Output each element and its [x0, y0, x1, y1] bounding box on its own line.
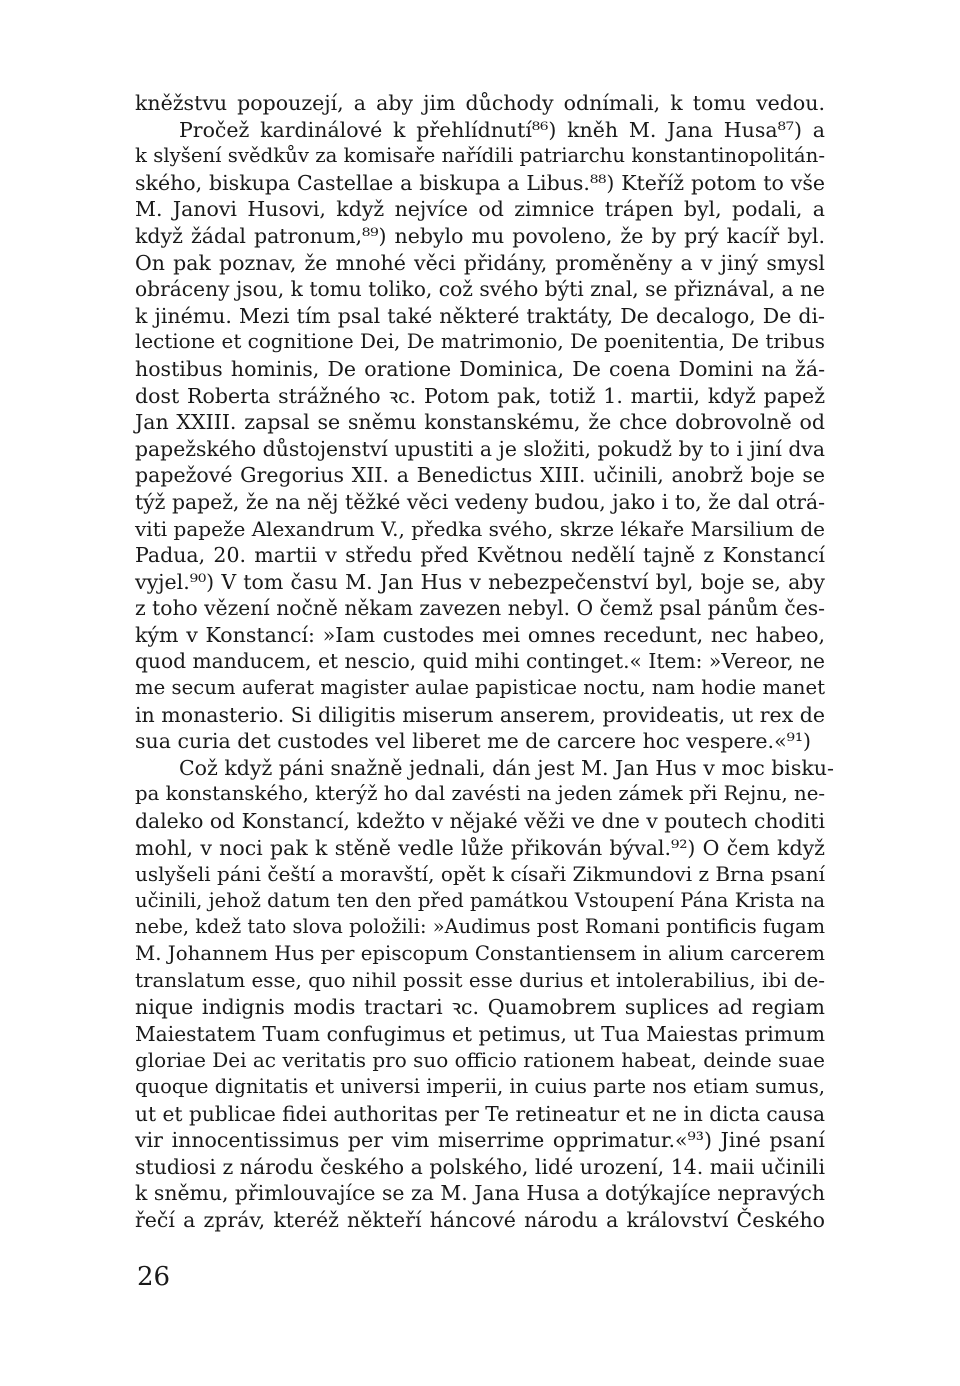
text-line: in monasterio. Si diligitis miserum anserem, provideatis, ut rex de [135, 702, 825, 727]
text-line: kněžstvu popouzejí, a aby jim důchody odnímali, k tomu vedou. [135, 91, 825, 115]
text-line: učinili, jehož datum ten den před památkou Vstoupení Pána Krista na [135, 888, 825, 912]
text-line: translatum esse, quo nihil possit esse durius et intolerabilius, ibi de- [135, 968, 825, 992]
text-line: quod manducem, et nescio, quid mihi continget.« Item: »Vereor, ne [135, 649, 825, 674]
text-line: vir innocentissimus per vim miserrime opprimatur.«⁹³) Jiné psaní [135, 1128, 825, 1153]
text-line: viti papeže Alexandrum V., předka svého, skrze lékaře Marsilium de [135, 516, 825, 541]
text-line: Maiestatem Tuam confugimus et petimus, ut Tua Maiestas primum [135, 1021, 825, 1046]
text-line: nique indignis modis tractari ꝛc. Quamobrem suplices ad regiam [135, 995, 825, 1020]
text-line: kým v Konstancí: »Iam custodes mei omnes recedunt, nec habeo, [135, 622, 825, 647]
text-line: mohl, v noci pak k stěně vedle lůže přikován býval.⁹²) O čem když [135, 835, 825, 860]
text-line: me secum auferat magister aulae papisticae noctu, nam hodie manet [135, 676, 825, 700]
text-line: pa konstanského, kterýž ho dal zavésti na jeden zámek při Rejnu, ne- [135, 782, 825, 806]
text-line: ut et publicae fidei authoritas per Te retineatur et ne in dicta causa [135, 1101, 825, 1126]
text-line: daleko od Konstancí, kdežto v nějaké věži ve dne v poutech choditi [135, 809, 825, 834]
text-line: z toho vězení nočně někam zavezen nebyl. O čemž psal pánům čes- [135, 596, 825, 621]
text-line: dost Roberta strážného ꝛc. Potom pak, totiž 1. martii, když papež [135, 383, 825, 408]
text-line: quoque dignitatis et universi imperii, in cuius parte nos etiam sumus, [135, 1074, 825, 1098]
page-number: 26 [137, 1262, 171, 1292]
text-line: vyjel.⁹⁰) V tom času M. Jan Hus v nebezpečenství byl, boje se, aby [135, 569, 825, 594]
text-line: týž papež, že na něj těžké věci vedeny budou, jako i to, že dal otrá- [135, 489, 825, 514]
text-line: sua curia det custodes vel liberet me de carcere hoc vespere.«⁹¹) [135, 729, 812, 754]
text-line: Pročež kardinálové k přehlídnutí⁸⁶) kněh M. Jana Husa⁸⁷) a [179, 117, 825, 142]
text-line: papežského důstojenství upustiti a je složiti, pokudž by to i jiní dva [135, 436, 825, 461]
text-line: papežové Gregorius XII. a Benedictus XIII. učinili, anobrž boje se [135, 463, 825, 488]
text-line: gloriae Dei ac veritatis pro suo officio rationem habeat, deinde suae [135, 1048, 825, 1073]
text-line: řečí a zpráv, kteréž někteří háncové národu a království Českého [135, 1207, 825, 1232]
text-line: M. Janovi Husovi, když nejvíce od zimnice trápen byl, podali, a [135, 197, 825, 222]
text-line: studiosi z národu českého a polského, lidé urození, 14. maii učinili [135, 1154, 825, 1179]
text-line: uslyšeli páni čeští a moravští, opět k císaři Zikmundovi z Brna psaní [135, 862, 825, 887]
text-line: hostibus hominis, De oratione Dominica, De coena Domini na žá- [135, 356, 825, 381]
text-line: Což když páni snažně jednali, dán jest M. Jan Hus v moc bisku- [179, 755, 834, 780]
text-line: nebe, kdež tato slova položili: »Audimus post Romani pontificis fugam [135, 915, 825, 939]
text-line: k slyšení svědkův za komisaře nařídili patriarchu konstantinopolitán- [135, 144, 825, 168]
text-line: ského, biskupa Castellae a biskupa a Libus.⁸⁸) Kteříž potom to vše [135, 170, 825, 195]
text-line: k sněmu, přimlouvajíce se za M. Jana Husa a dotýkajíce nepravých [135, 1181, 825, 1206]
text-line: On pak poznav, že mnohé věci přidány, proměněny a v jiný smysl [135, 250, 825, 275]
text-line: obráceny jsou, k tomu toliko, což svého býti znal, se přiznával, a ne [135, 277, 825, 302]
text-line: M. Johannem Hus per episcopum Constantiensem in alium carcerem [135, 942, 825, 965]
text-line: Jan XXIII. zapsal se sněmu konstanskému, že chce dobrovolně od [135, 410, 825, 435]
text-line: k jinému. Mezi tím psal také některé traktáty, De decalogo, De di- [135, 303, 825, 328]
body-text [135, 90, 834, 1234]
text-line: Padua, 20. martii v středu před Květnou nedělí tajně z Konstancí [135, 543, 825, 568]
text-line: lectione et cognitione Dei, De matrimonio, De poenitentia, De tribus [135, 330, 825, 354]
text-line: když žádal patronum,⁸⁹) nebylo mu povoleno, že by prý kacíř byl. [135, 223, 825, 248]
